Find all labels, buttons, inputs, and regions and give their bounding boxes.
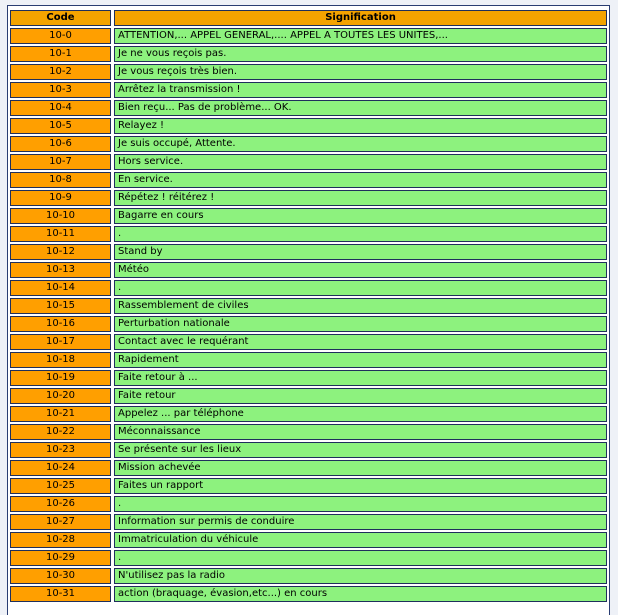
table-row (10, 280, 607, 296)
code-cell: 10-22 (10, 424, 111, 440)
table-row (10, 46, 607, 62)
column-header-code: Code (10, 10, 111, 26)
code-cell: 10-10 (10, 208, 111, 224)
table-row (10, 298, 607, 314)
code-cell: 10-0 (10, 28, 111, 44)
signification-cell: . (114, 280, 607, 296)
code-cell: 10-24 (10, 460, 111, 476)
column-header-signification: Signification (114, 10, 607, 26)
table-row (10, 370, 607, 386)
signification-cell: . (114, 550, 607, 566)
table-row (10, 352, 607, 368)
code-cell: 10-27 (10, 514, 111, 530)
table-row (10, 172, 607, 188)
code-cell: 10-19 (10, 370, 111, 386)
code-cell: 10-12 (10, 244, 111, 260)
signification-cell: Arrêtez la transmission ! (114, 82, 607, 98)
table-row (10, 244, 607, 260)
code-cell: 10-5 (10, 118, 111, 134)
table-row (10, 100, 607, 116)
table-row (10, 496, 607, 512)
signification-cell: Se présente sur les lieux (114, 442, 607, 458)
signification-cell: . (114, 226, 607, 242)
table-row (10, 190, 607, 206)
code-cell: 10-30 (10, 568, 111, 584)
code-cell: 10-7 (10, 154, 111, 170)
table-row (10, 550, 607, 566)
signification-cell: Perturbation nationale (114, 316, 607, 332)
code-cell: 10-11 (10, 226, 111, 242)
table-row (10, 118, 607, 134)
table-header-row (10, 10, 607, 26)
signification-cell: Météo (114, 262, 607, 278)
table-row (10, 334, 607, 350)
table-row (10, 460, 607, 476)
code-cell: 10-23 (10, 442, 111, 458)
codes-table (10, 8, 607, 604)
table-row (10, 28, 607, 44)
table-row (10, 586, 607, 602)
table-row (10, 424, 607, 440)
code-cell: 10-25 (10, 478, 111, 494)
table-row (10, 208, 607, 224)
signification-cell: Je ne vous reçois pas. (114, 46, 607, 62)
table-row (10, 406, 607, 422)
signification-cell: Faite retour à ... (114, 370, 607, 386)
code-cell: 10-2 (10, 64, 111, 80)
table-row (10, 316, 607, 332)
signification-cell: Relayez ! (114, 118, 607, 134)
signification-cell: action (braquage, évasion,etc...) en cours (114, 586, 607, 602)
table-row (10, 478, 607, 494)
signification-cell: Bagarre en cours (114, 208, 607, 224)
signification-cell: Immatriculation du véhicule (114, 532, 607, 548)
table-row (10, 388, 607, 404)
table-row (10, 226, 607, 242)
signification-cell: Faites un rapport (114, 478, 607, 494)
signification-cell: Méconnaissance (114, 424, 607, 440)
signification-cell: Faite retour (114, 388, 607, 404)
code-cell: 10-14 (10, 280, 111, 296)
code-cell: 10-31 (10, 586, 111, 602)
signification-cell: Répétez ! réitérez ! (114, 190, 607, 206)
code-cell: 10-13 (10, 262, 111, 278)
code-cell: 10-21 (10, 406, 111, 422)
code-cell: 10-17 (10, 334, 111, 350)
table-row (10, 64, 607, 80)
code-cell: 10-8 (10, 172, 111, 188)
signification-cell: . (114, 496, 607, 512)
code-cell: 10-15 (10, 298, 111, 314)
signification-cell: Rassemblement de civiles (114, 298, 607, 314)
code-cell: 10-29 (10, 550, 111, 566)
table-row (10, 82, 607, 98)
table-row (10, 154, 607, 170)
signification-cell: Hors service. (114, 154, 607, 170)
code-cell: 10-28 (10, 532, 111, 548)
signification-cell: Stand by (114, 244, 607, 260)
table-row (10, 514, 607, 530)
signification-cell: ATTENTION,... APPEL GENERAL,.... APPEL A TOUTES LES UNITES,... (114, 28, 607, 44)
signification-cell: Je suis occupé, Attente. (114, 136, 607, 152)
code-cell: 10-3 (10, 82, 111, 98)
signification-cell: Information sur permis de conduire (114, 514, 607, 530)
signification-cell: Contact avec le requérant (114, 334, 607, 350)
table-row (10, 136, 607, 152)
table-body (10, 28, 607, 602)
signification-cell: N'utilisez pas la radio (114, 568, 607, 584)
signification-cell: Mission achevée (114, 460, 607, 476)
codes-table-frame (7, 5, 610, 615)
code-cell: 10-16 (10, 316, 111, 332)
code-cell: 10-6 (10, 136, 111, 152)
code-cell: 10-20 (10, 388, 111, 404)
signification-cell: Bien reçu... Pas de problème... OK. (114, 100, 607, 116)
code-cell: 10-1 (10, 46, 111, 62)
signification-cell: Rapidement (114, 352, 607, 368)
signification-cell: Appelez ... par téléphone (114, 406, 607, 422)
code-cell: 10-9 (10, 190, 111, 206)
table-row (10, 262, 607, 278)
table-row (10, 568, 607, 584)
table-row (10, 532, 607, 548)
table-row (10, 442, 607, 458)
signification-cell: Je vous reçois très bien. (114, 64, 607, 80)
signification-cell: En service. (114, 172, 607, 188)
code-cell: 10-26 (10, 496, 111, 512)
code-cell: 10-18 (10, 352, 111, 368)
code-cell: 10-4 (10, 100, 111, 116)
